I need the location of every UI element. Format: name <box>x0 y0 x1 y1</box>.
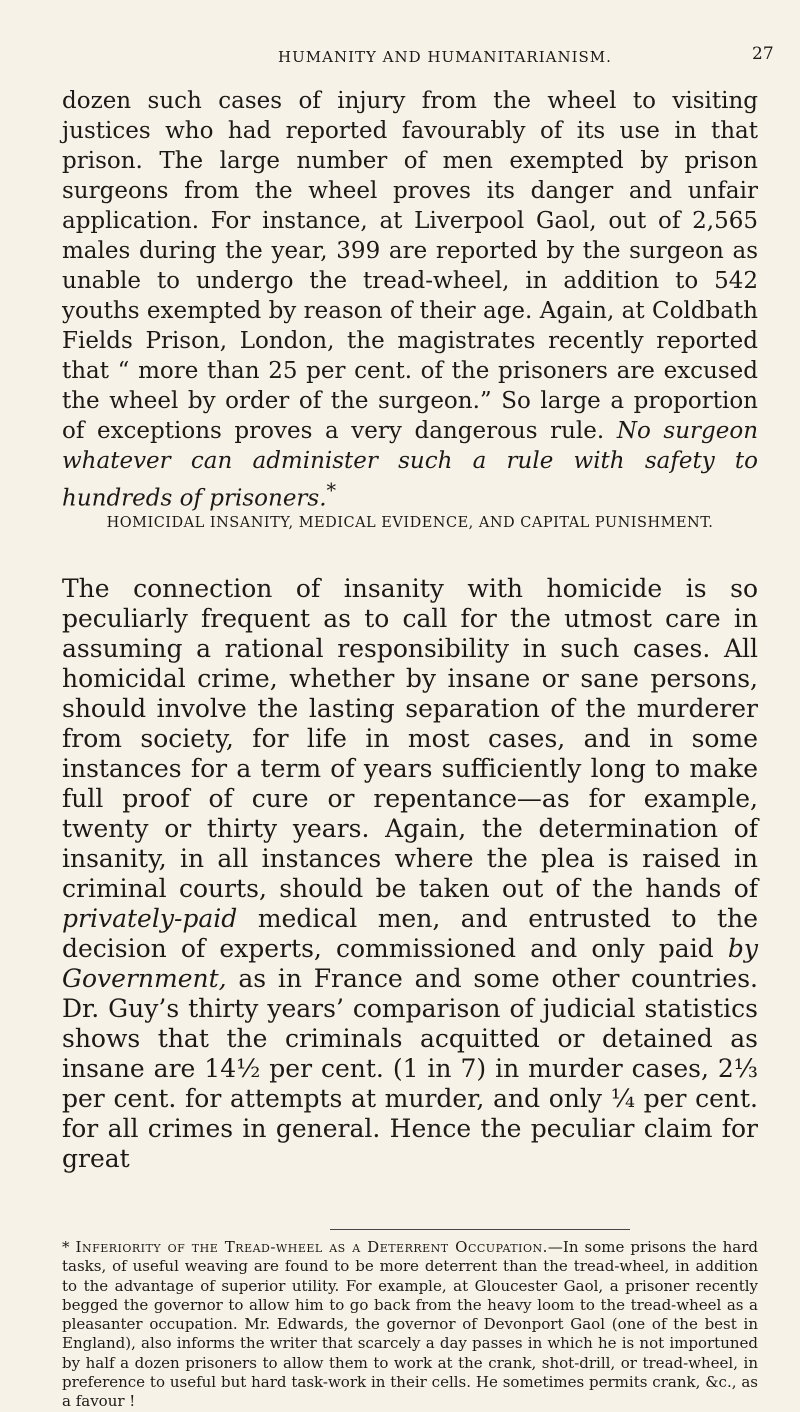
footnote-text: —In some prisons the hard tasks, of useful weaving are found to be more deterrent than the tread-wheel, in addition to the advantage of superior utility. For example, at Gloucester Gaol, a prisoner recently begged the governor to allow him to go back from the heavy loom to the tread-wheel as a pleasanter occupation. Mr. Edwards, the governor of Devonport Gaol (one of the best in England), also informs the writer that scarcely a day passes in which he is not importuned by half a dozen prisoners to allow them to work at the crank, shot-drill, or tread-wheel, in preference to useful but hard task-work in their cells. He sometimes permits crank, &c., as a favour ! <box>62 1238 758 1411</box>
main-paragraph-part-3: as in France and some other countries. Dr. Guy’s thirty years’ comparison of judicial statistics shows that the criminals acquitted or detained as insane are 14½ per cent. (1 in 7) in murder cases, 2⅓ per cent. for attempts at murder, and only ¼ per cent. for all crimes in general. Hence the peculiar claim for great <box>62 964 758 1173</box>
footnote-marker: * <box>326 479 337 502</box>
main-paragraph-part-1: The connection of insanity with homicide is so peculiarly frequent as to call for the utmost care in assuming a rational responsibility in such cases. All homicidal crime, whether by insane or sane persons, should involve the lasting separation of the murderer from society, for life in most cases, and in some instances for a term of years sufficiently long to make full proof of cure or repentance—as for example, twenty or thirty years. Again, the determination of insanity, in all instances where the plea is raised in criminal courts, should be taken out of the hands of <box>62 574 758 903</box>
opening-paragraph-text: dozen such cases of injury from the wheel to visiting justices who had reported favourably of its use in that prison. The large number of men exempted by prison surgeons from the wheel proves its danger and unfair application. For instance, at Liverpool Gaol, out of 2,565 males during the year, 399 are reported by the surgeon as unable to undergo the tread-wheel, in addition to 542 youths exempted by reason of their age. Again, at Coldbath Fields Prison, London, the magistrates recently reported that “ more than 25 per cent. of the prisoners are excused the wheel by order of the surgeon.” So large a proportion of exceptions proves a very dangerous rule. <box>62 88 758 444</box>
opening-paragraph <box>62 86 758 514</box>
footnote-title: Inferiority of the Tread-wheel as a Deterrent Occupation. <box>75 1238 548 1256</box>
footnote-divider <box>330 1229 630 1230</box>
main-paragraph-part-2: medical men, and entrusted to the decision of experts, commissioned and only paid <box>62 904 759 963</box>
emphasized-sentence: No surgeon whatever can administer such a rule with safety to hundreds of prisoners. <box>62 418 759 512</box>
footnote-mark: * <box>62 1238 70 1256</box>
footnote <box>62 1238 758 1412</box>
page-number: 27 <box>752 44 774 64</box>
italic-privately-paid: privately-paid <box>62 904 238 933</box>
running-head: HUMANITY AND HUMANITARIANISM. <box>278 48 612 66</box>
italic-by-government: by Government, <box>62 934 758 993</box>
section-heading: HOMICIDAL INSANITY, MEDICAL EVIDENCE, AND CAPITAL PUNISHMENT. <box>106 515 714 531</box>
main-paragraph <box>62 574 758 1174</box>
